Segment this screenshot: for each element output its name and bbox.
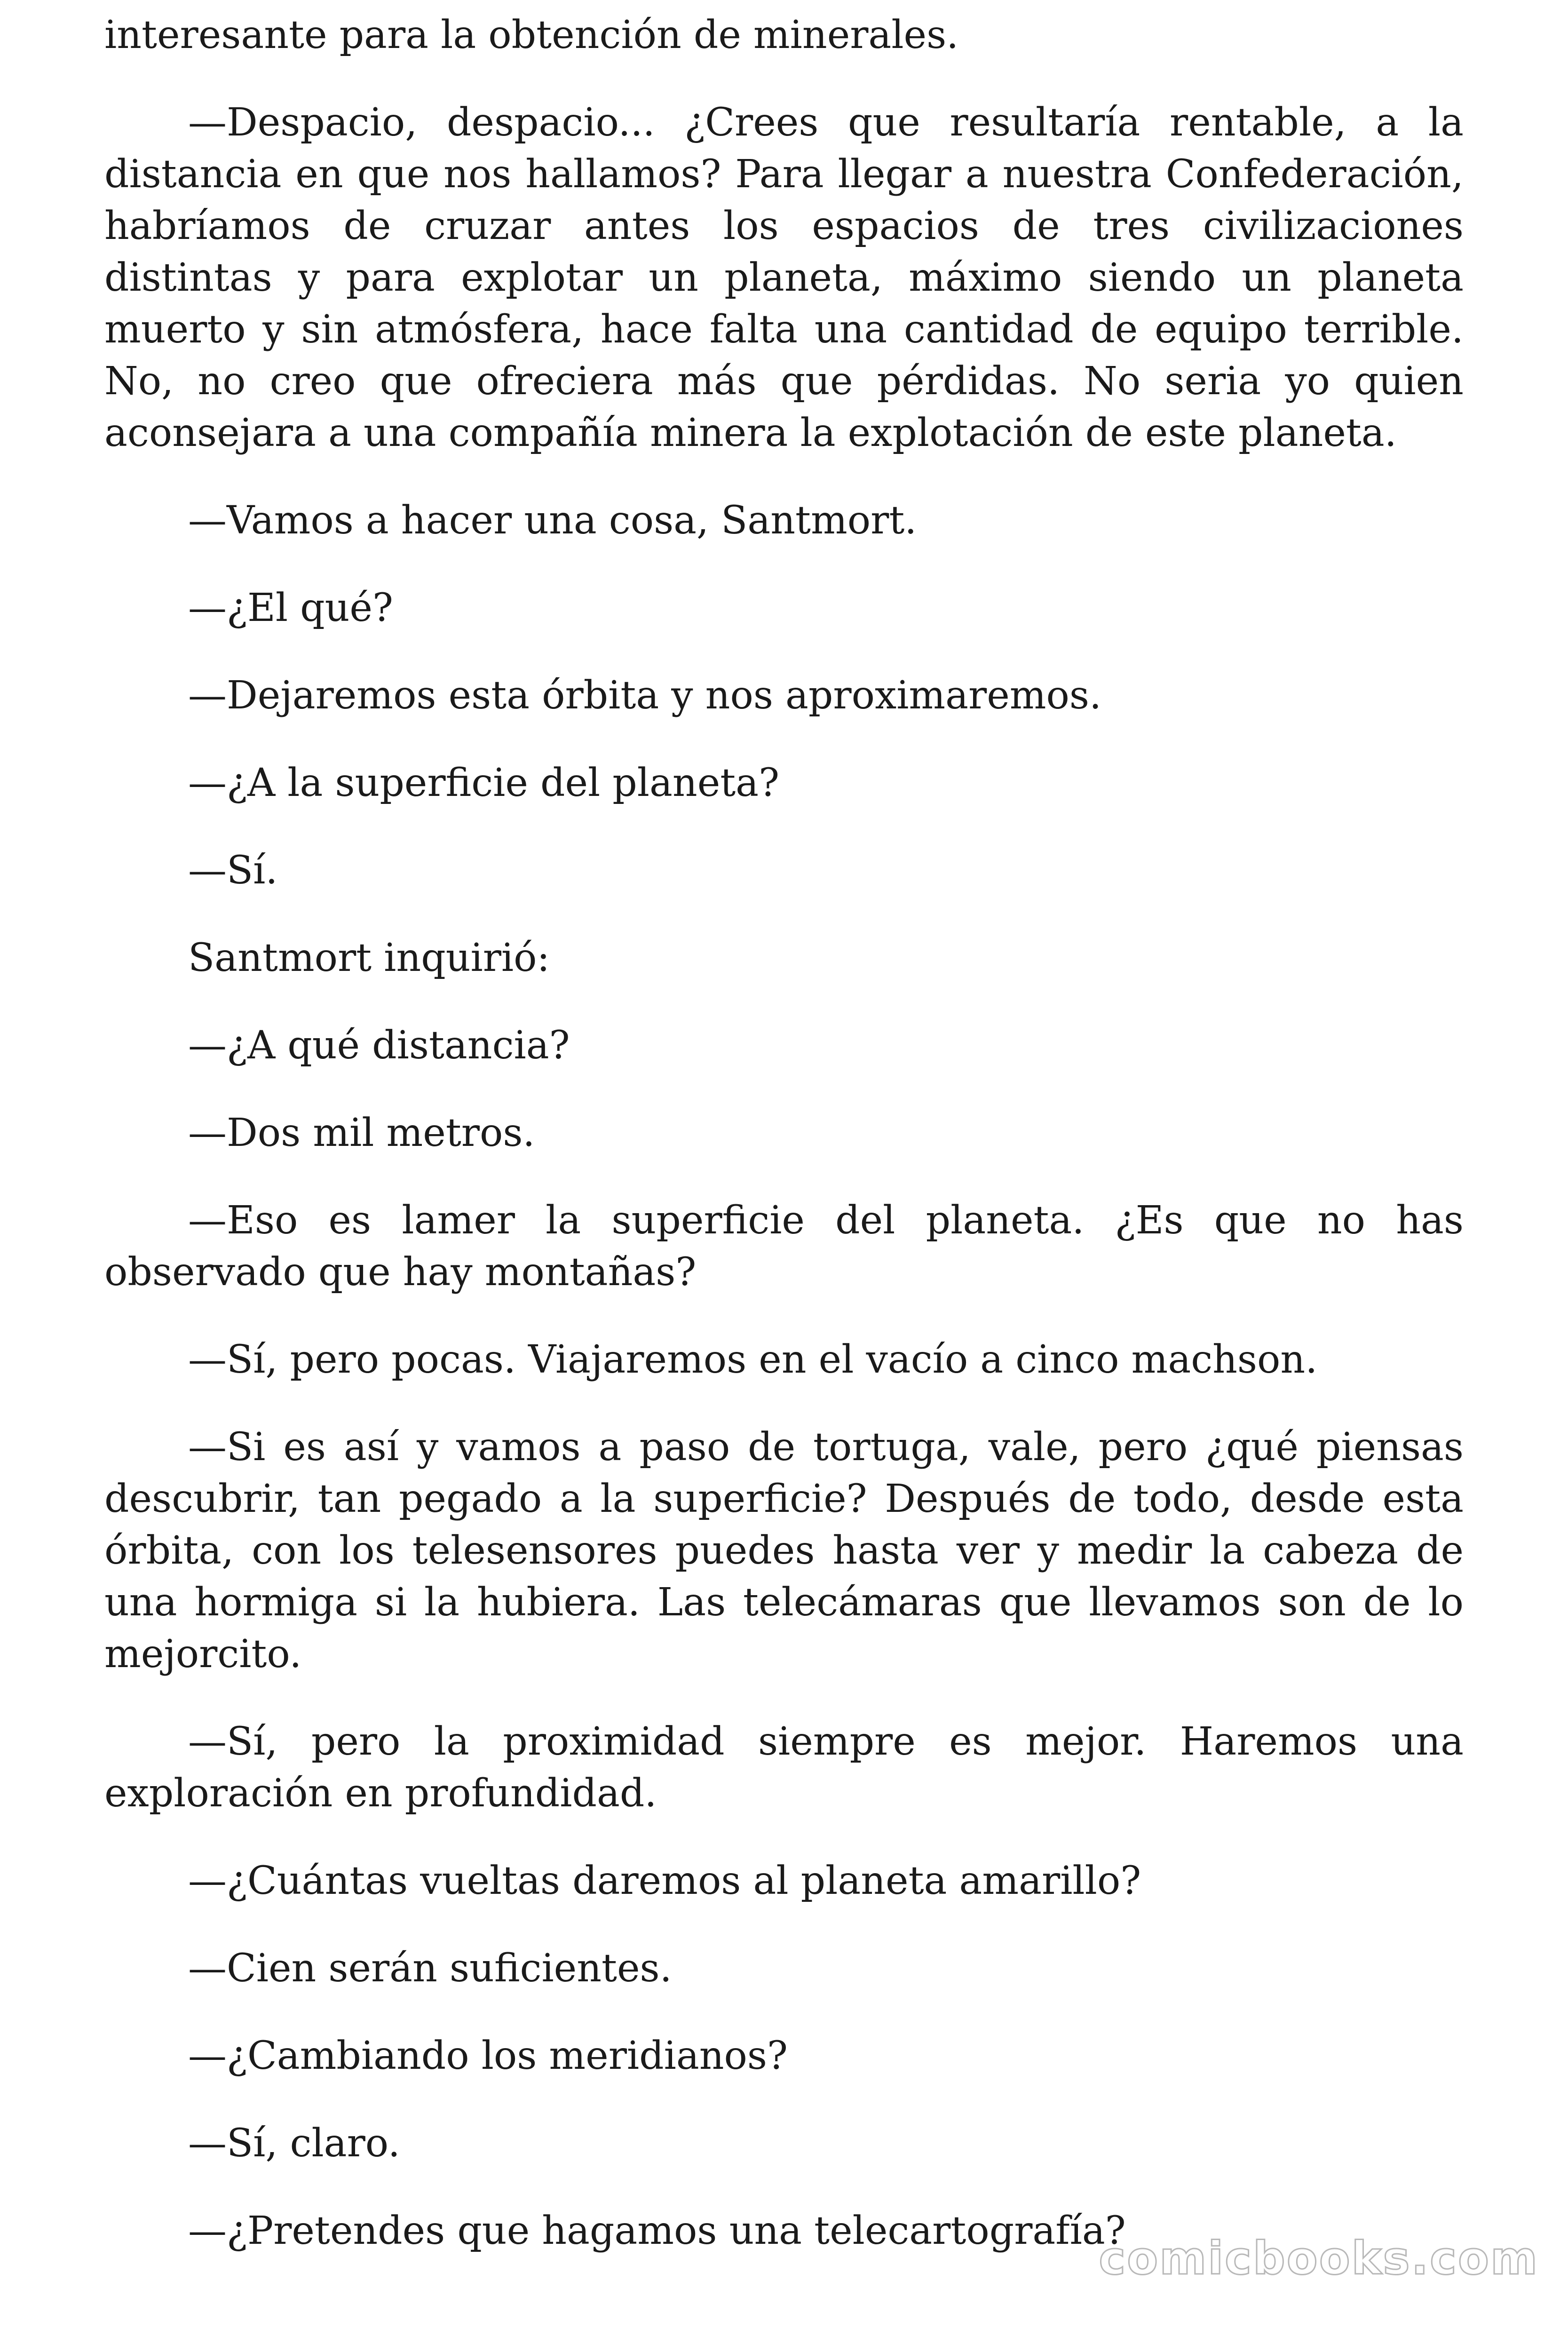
paragraph: —Sí, pero la proximidad siempre es mejor. Haremos una exploración en profundidad. — [104, 1719, 1464, 1816]
paragraph: —Sí, claro. — [188, 2121, 400, 2166]
paragraph: —¿El qué? — [188, 586, 393, 630]
watermark: comicbooks.com — [1099, 2232, 1539, 2285]
paragraph: —¿A la superficie del planeta? — [188, 761, 780, 805]
paragraph: —Si es así y vamos a paso de tortuga, vale, pero ¿qué piensas descubrir, tan pegado a la superficie? Después de todo, desde esta órbita, con los telesensores puedes hasta ver y medir la cabeza de una hormiga si la hubiera. Las telecámaras que llevamos son de lo mejorcito. — [104, 1425, 1464, 1677]
paragraph: —Sí. — [188, 848, 278, 893]
paragraph: —Dejaremos esta órbita y nos aproximaremos. — [188, 673, 1102, 718]
paragraph: —Despacio, despacio... ¿Crees que resultaría rentable, a la distancia en que nos hallamos? Para llegar a nuestra Confederación, habríamos de cruzar antes los espacios de tres civilizaciones distintas y para explotar un planeta, máximo siendo un planeta muerto y sin atmósfera, hace falta una cantidad de equipo terrible. No, no creo que ofreciera más que pérdidas. No seria yo quien aconsejara a una compañía minera la explotación de este planeta. — [104, 100, 1464, 455]
paragraph: —Dos mil metros. — [188, 1111, 535, 1155]
paragraph: —Eso es lamer la superficie del planeta. ¿Es que no has observado que hay montañas? — [104, 1198, 1464, 1295]
paragraph: —Cien serán suficientes. — [188, 1946, 672, 1991]
paragraph: —¿Pretendes que hagamos una telecartografía? — [188, 2209, 1126, 2253]
paragraph: —Vamos a hacer una cosa, Santmort. — [188, 498, 917, 543]
paragraph: —Sí, pero pocas. Viajaremos en el vacío a cinco machson. — [188, 1337, 1318, 1382]
paragraph-continuation: interesante para la obtención de minerales. — [104, 13, 959, 57]
paragraph: —¿A qué distancia? — [188, 1023, 570, 1068]
paragraph: —¿Cuántas vueltas daremos al planeta amarillo? — [188, 1859, 1141, 1903]
page-text — [104, 9, 1464, 2257]
paragraph: —¿Cambiando los meridianos? — [188, 2034, 788, 2078]
paragraph: Santmort inquirió: — [188, 936, 550, 980]
